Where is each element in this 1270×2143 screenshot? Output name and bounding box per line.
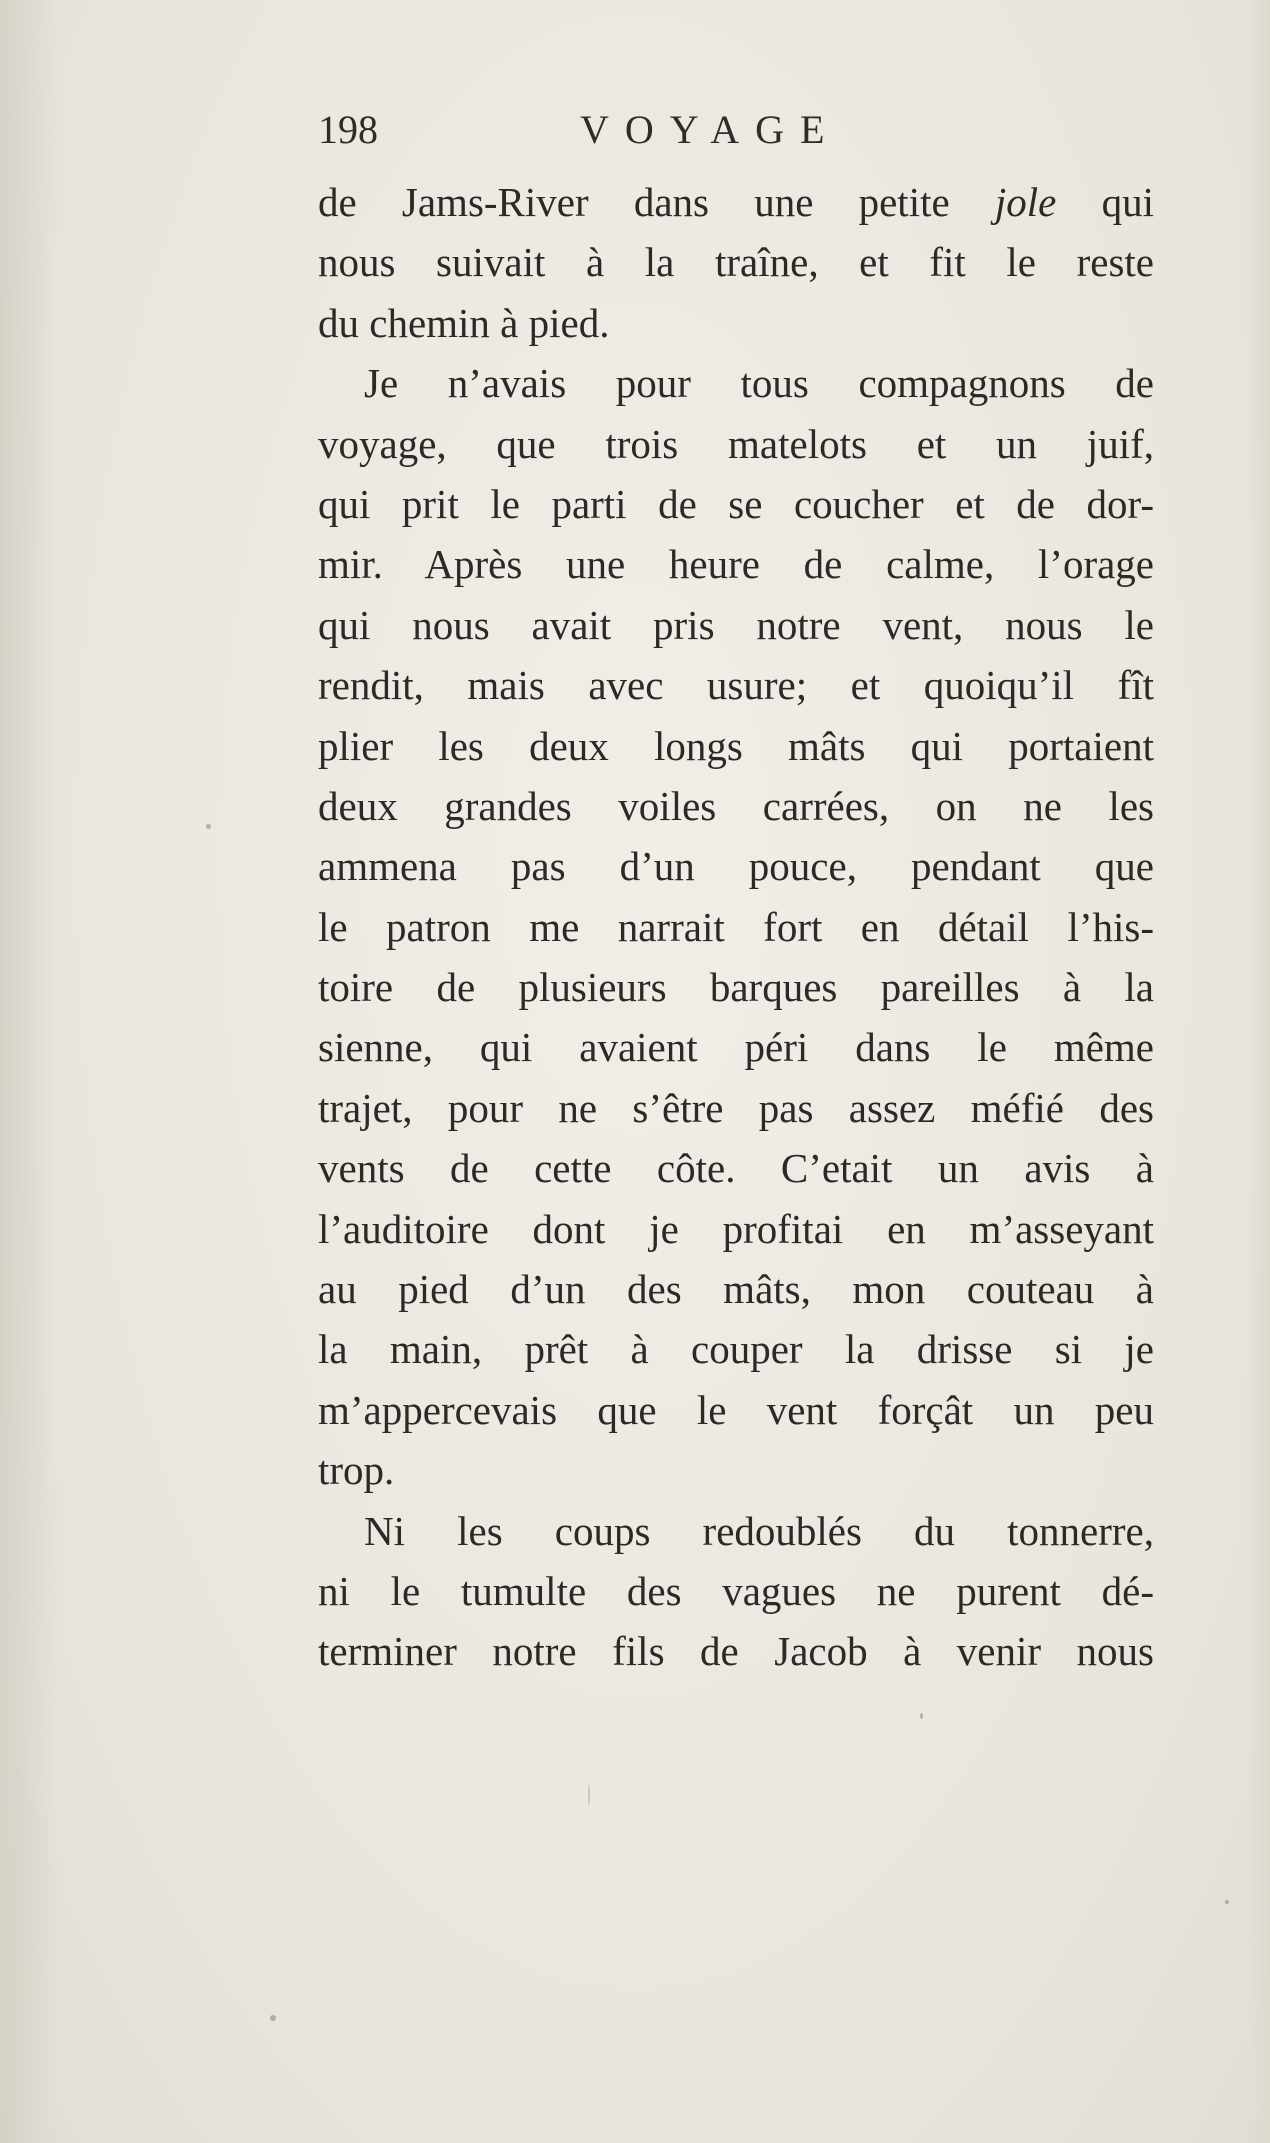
spine-shadow [0, 0, 60, 2143]
text-line: l’auditoire dont je profitai en m’asseyant [318, 1205, 1154, 1252]
text-line: voyage, que trois matelots et un juif, [318, 420, 1154, 467]
text-line: terminer notre fils de Jacob à venir nous [318, 1628, 1154, 1675]
paper-speck [1225, 1900, 1229, 1904]
text-line: le patron me narrait fort en détail l’his- [318, 903, 1154, 950]
text-line: ammena pas d’un pouce, pendant que [318, 843, 1154, 890]
text-line: nous suivait à la traîne, et fit le reste [318, 239, 1154, 286]
paper-speck [920, 1713, 923, 1719]
text-line: qui prit le parti de se coucher et de dor- [318, 480, 1154, 527]
paper-speck [270, 2015, 276, 2021]
italic-word: jole [994, 179, 1057, 225]
text-line: deux grandes voiles carrées, on ne les [318, 782, 1154, 829]
text-line: m’appercevais que le vent forçât un peu [318, 1386, 1154, 1433]
text-line: trop. [318, 1447, 395, 1494]
text-line: toire de plusieurs barques pareilles à la [318, 964, 1154, 1011]
text-line: rendit, mais avec usure; et quoiqu’il fît [318, 662, 1154, 709]
paper-speck [206, 824, 211, 829]
text-line: trajet, pour ne s’être pas assez méfié des [318, 1084, 1154, 1131]
text-line: du chemin à pied. [318, 299, 610, 346]
running-head: VOYAGE [580, 107, 841, 152]
text-line: de Jams-River dans une petite jole qui [318, 179, 1154, 225]
paragraph-start-line: Ni les coups redoublés du tonnerre, [364, 1507, 1154, 1554]
paragraph-start-line: Je n’avais pour tous compagnons de [364, 360, 1154, 407]
paper-speck [588, 1784, 590, 1806]
page-header [318, 100, 1158, 160]
text-line: sienne, qui avaient péri dans le même [318, 1024, 1154, 1071]
text-line: la main, prêt à couper la drisse si je [318, 1326, 1154, 1373]
body-text [318, 172, 1154, 1682]
text-line: qui nous avait pris notre vent, nous le [318, 601, 1154, 648]
text-line: ni le tumulte des vagues ne purent dé- [318, 1567, 1154, 1614]
page-number: 198 [318, 107, 378, 152]
text-line: plier les deux longs mâts qui portaient [318, 722, 1154, 769]
text-line: vents de cette côte. C’etait un avis à [318, 1145, 1154, 1192]
text-line: au pied d’un des mâts, mon couteau à [318, 1266, 1154, 1313]
page-edge [1246, 0, 1270, 2143]
text-line: mir. Après une heure de calme, l’orage [318, 541, 1154, 588]
